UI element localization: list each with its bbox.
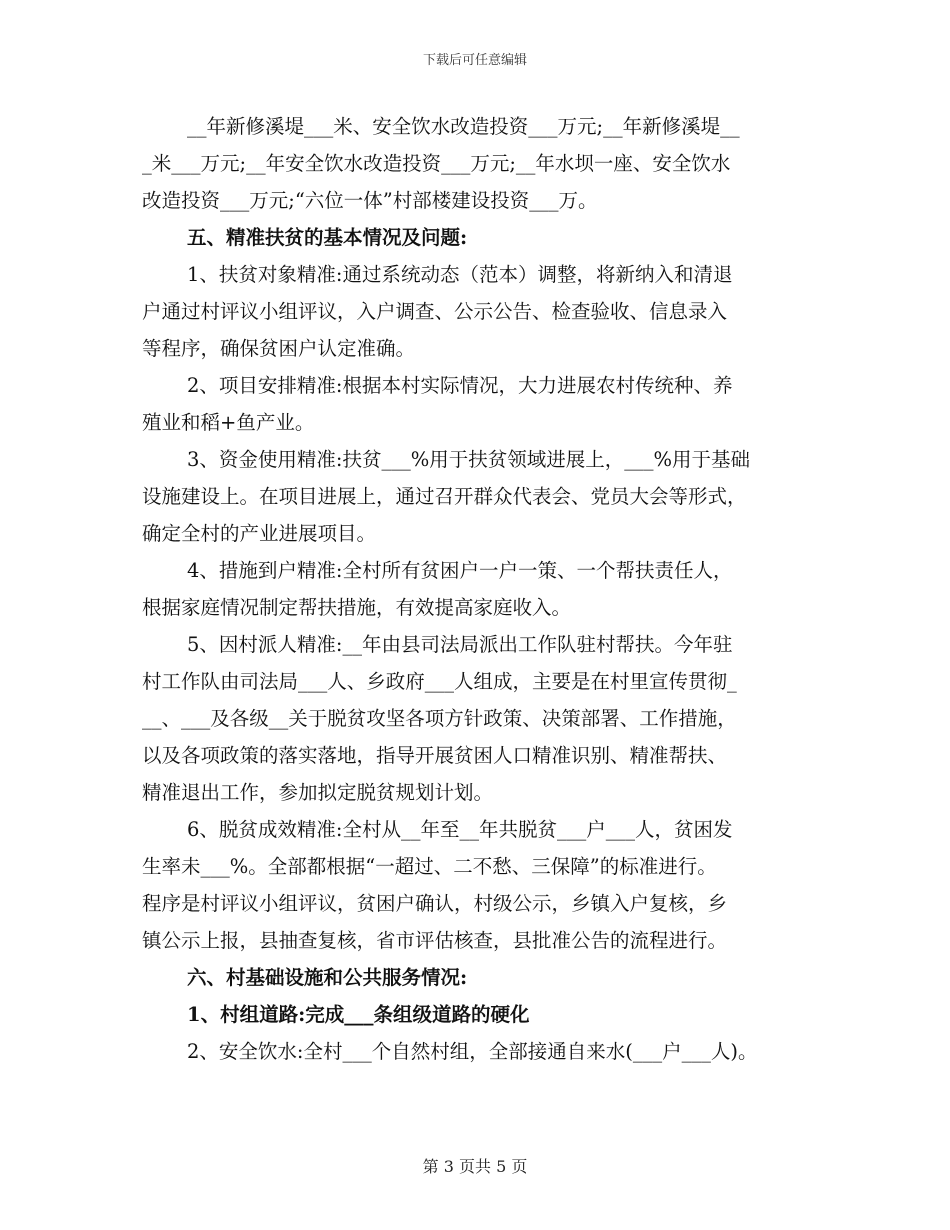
section-heading-line: 六、村基础设施和公共服务情况: [187,966,468,989]
page-footer [0,1156,950,1178]
paragraph-line: 村工作队由司法局___人、乡政府___人组成，主要是在村里宣传贯彻_ [142,670,737,693]
paragraph-line: 确定全村的产业进展项目。 [142,522,377,545]
section-heading-line: 1、村组道路:完成___条组级道路的硬化 [187,1003,530,1026]
paragraph-line: 4、措施到户精准:全村所有贫困户一户一策、一个帮扶责任人， [187,559,733,582]
footer-prefix: 第 [422,1157,439,1176]
footer-suffix: 页 [511,1157,528,1176]
paragraph-line: 程序是村评议小组评议，贫困户确认，村级公示，乡镇入户复核，乡 [142,892,728,915]
paragraph-line: 根据家庭情况制定帮扶措施，有效提高家庭收入。 [142,596,572,619]
paragraph-line: 6、脱贫成效精准:全村从__年至__年共脱贫___户___人，贫困发 [187,818,733,841]
paragraph-line: 5、因村派人精准:__年由县司法局派出工作队驻村帮扶。今年驻 [187,633,733,656]
footer-total-pages: 5 [496,1157,507,1176]
paragraph-line: __年新修溪堤___米、安全饮水改造投资___万元;__年新修溪堤__ [187,115,740,138]
paragraph-line: 精准退出工作，参加拟定脱贫规划计划。 [142,781,494,804]
section-heading-line: 五、精准扶贫的基本情况及问题: [187,226,468,249]
paragraph-line: 设施建设上。在项目进展上，通过召开群众代表会、党员大会等形式， [142,485,747,508]
paragraph-line: _米___万元;__年安全饮水改造投资___万元;__年水坝一座、安全饮水 [142,152,731,175]
paragraph-line: 户通过村评议小组评议，入户调查、公示公告、检查验收、信息录入 [142,300,728,323]
footer-middle: 页共 [458,1157,491,1176]
page-header: 下载后可任意编辑 [422,53,527,68]
paragraph-line: 2、项目安排精准:根据本村实际情况，大力进展农村传统种、养 [187,374,733,397]
paragraph-line: __、___及各级__关于脱贫攻坚各项方针政策、决策部署、工作措施， [142,707,737,730]
footer-page-number: 3 [443,1157,454,1176]
paragraph-line: 等程序，确保贫困户认定准确。 [142,337,416,360]
paragraph-line: 镇公示上报，县抽查复核，省市评估核查，县批准公告的流程进行。 [142,929,728,952]
paragraph-line: 生率未___%。全部都根据“一超过、二不愁、三保障”的标准进行。 [142,855,717,878]
document-body [142,108,822,1070]
paragraph-line: 2、安全饮水:全村___个自然村组，全部接通自来水(___户___人)。 [187,1040,758,1063]
paragraph-line: 殖业和稻+鱼产业。 [142,411,315,434]
paragraph-line: 以及各项政策的落实落地，指导开展贫困人口精准识别、精准帮扶、 [142,744,728,767]
paragraph-line: 1、扶贫对象精准:通过系统动态（范本）调整，将新纳入和清退 [187,263,733,286]
paragraph-line: 改造投资___万元;“六位一体”村部楼建设投资___万。 [142,189,598,212]
paragraph-line: 3、资金使用精准:扶贫___%用于扶贫领域进展上，___%用于基础 [187,448,751,471]
